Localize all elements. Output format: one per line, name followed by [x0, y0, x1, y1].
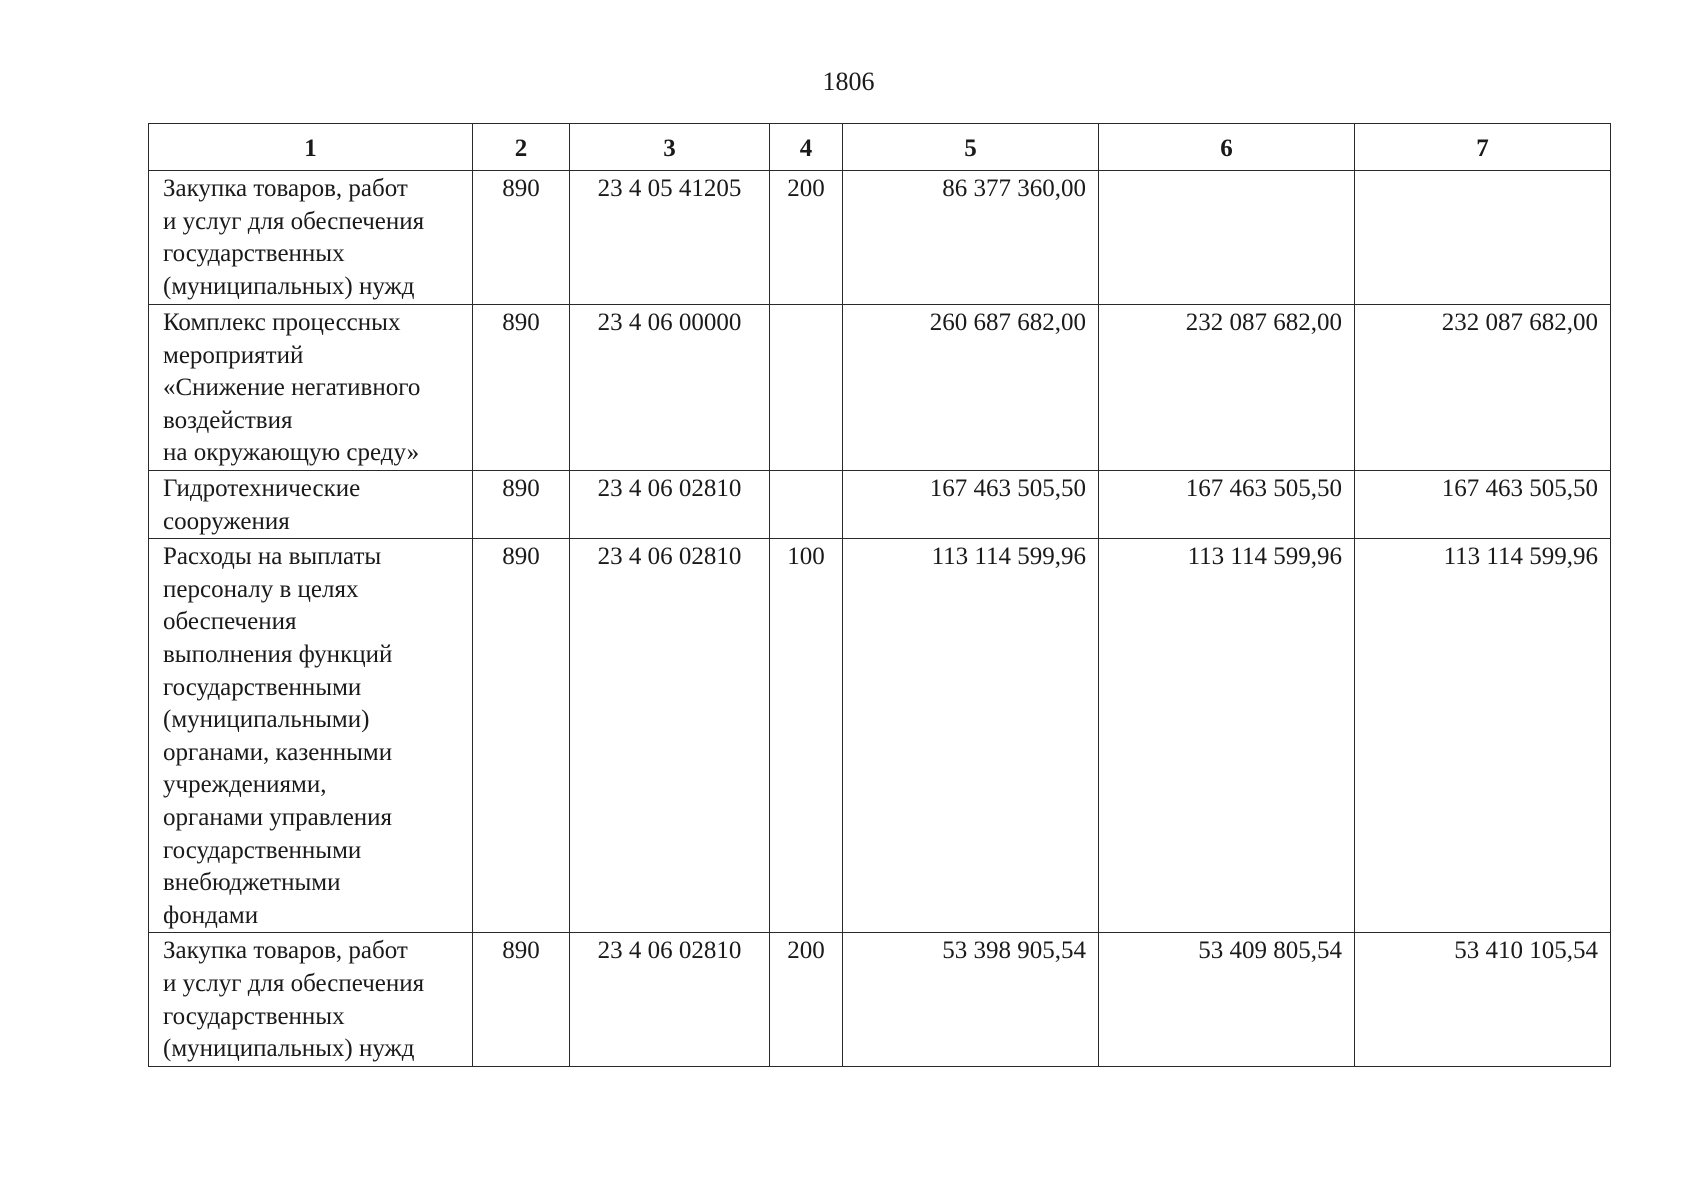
budget-table [148, 123, 1611, 1067]
row-name-line: мероприятий [163, 341, 304, 369]
ministry-code-cell: 890 [473, 933, 570, 1067]
amount-col-5-cell: 113 114 599,96 [843, 539, 1099, 933]
amount-col-6-cell: 53 409 805,54 [1099, 933, 1355, 1067]
row-name-line: Комплекс процессных [163, 309, 401, 336]
target-article-cell: 23 4 05 41205 [570, 171, 770, 305]
ministry-code-cell: 890 [473, 171, 570, 305]
row-name-line: внебюджетными [163, 869, 341, 897]
row-name-line: государственных [163, 240, 345, 268]
row-name-line: Закупка товаров, работ [163, 175, 408, 202]
row-name-cell [149, 305, 473, 471]
row-name-line: воздействия [163, 406, 293, 434]
row-name-line: Гидротехнические [163, 475, 361, 502]
amount-col-7-cell: 53 410 105,54 [1355, 933, 1611, 1067]
ministry-code-cell: 890 [473, 539, 570, 933]
row-name-line: сооружения [163, 507, 290, 535]
row-name-line: и услуг для обеспечения [163, 969, 425, 997]
row-name-line: (муниципальных) нужд [163, 1035, 415, 1063]
amount-col-7-cell: 113 114 599,96 [1355, 539, 1611, 933]
target-article-cell: 23 4 06 02810 [570, 539, 770, 933]
amount-col-5-cell: 86 377 360,00 [843, 171, 1099, 305]
row-name-line: Закупка товаров, работ [163, 937, 408, 965]
row-name-line: обеспечения [163, 608, 297, 636]
row-name-line: государственными [163, 673, 362, 701]
row-name-line: персоналу в целях [163, 575, 359, 603]
amount-col-7-cell: 167 463 505,50 [1355, 471, 1611, 539]
amount-col-6-cell: 113 114 599,96 [1099, 539, 1355, 933]
expense-type-cell: 200 [770, 933, 843, 1067]
table-header [149, 124, 1611, 171]
page-number: 1806 [822, 67, 875, 96]
row-name-line: и услуг для обеспечения [163, 207, 425, 235]
header-col-1: 1 [149, 124, 473, 171]
table-row [149, 933, 1611, 1067]
table-row [149, 305, 1611, 471]
row-name-line: государственных [163, 1002, 345, 1030]
row-name-cell [149, 171, 473, 305]
table-body [149, 171, 1611, 1067]
header-col-7: 7 [1355, 124, 1611, 171]
amount-col-6-cell [1099, 171, 1355, 305]
row-name-cell [149, 933, 473, 1067]
target-article-cell: 23 4 06 02810 [570, 471, 770, 539]
budget-table-container [148, 123, 1610, 1067]
row-name-line: Расходы на выплаты [163, 543, 382, 571]
expense-type-cell: 100 [770, 539, 843, 933]
table-row [149, 471, 1611, 539]
row-name-line: фондами [163, 901, 259, 929]
header-col-5: 5 [843, 124, 1099, 171]
amount-col-6-cell: 167 463 505,50 [1099, 471, 1355, 539]
expense-type-cell [770, 305, 843, 471]
row-name-line: государственными [163, 836, 362, 864]
row-name-line: «Снижение негативного [163, 374, 421, 402]
amount-col-7-cell: 232 087 682,00 [1355, 305, 1611, 471]
header-col-2: 2 [473, 124, 570, 171]
row-name-line: (муниципальных) нужд [163, 272, 415, 300]
row-name-line: выполнения функций [163, 640, 393, 668]
target-article-cell: 23 4 06 00000 [570, 305, 770, 471]
row-name-line: на окружающую среду» [163, 439, 420, 467]
header-col-3: 3 [570, 124, 770, 171]
header-col-4: 4 [770, 124, 843, 171]
ministry-code-cell: 890 [473, 471, 570, 539]
amount-col-6-cell: 232 087 682,00 [1099, 305, 1355, 471]
table-row [149, 171, 1611, 305]
row-name-line: органами, казенными [163, 738, 393, 766]
table-row [149, 539, 1611, 933]
row-name-cell [149, 539, 473, 933]
amount-col-7-cell [1355, 171, 1611, 305]
expense-type-cell: 200 [770, 171, 843, 305]
amount-col-5-cell: 260 687 682,00 [843, 305, 1099, 471]
header-row [149, 124, 1611, 171]
header-col-6: 6 [1099, 124, 1355, 171]
target-article-cell: 23 4 06 02810 [570, 933, 770, 1067]
ministry-code-cell: 890 [473, 305, 570, 471]
row-name-line: учреждениями, [163, 771, 327, 799]
row-name-cell [149, 471, 473, 539]
row-name-line: (муниципальными) [163, 706, 370, 734]
amount-col-5-cell: 167 463 505,50 [843, 471, 1099, 539]
amount-col-5-cell: 53 398 905,54 [843, 933, 1099, 1067]
expense-type-cell [770, 471, 843, 539]
row-name-line: органами управления [163, 803, 393, 831]
